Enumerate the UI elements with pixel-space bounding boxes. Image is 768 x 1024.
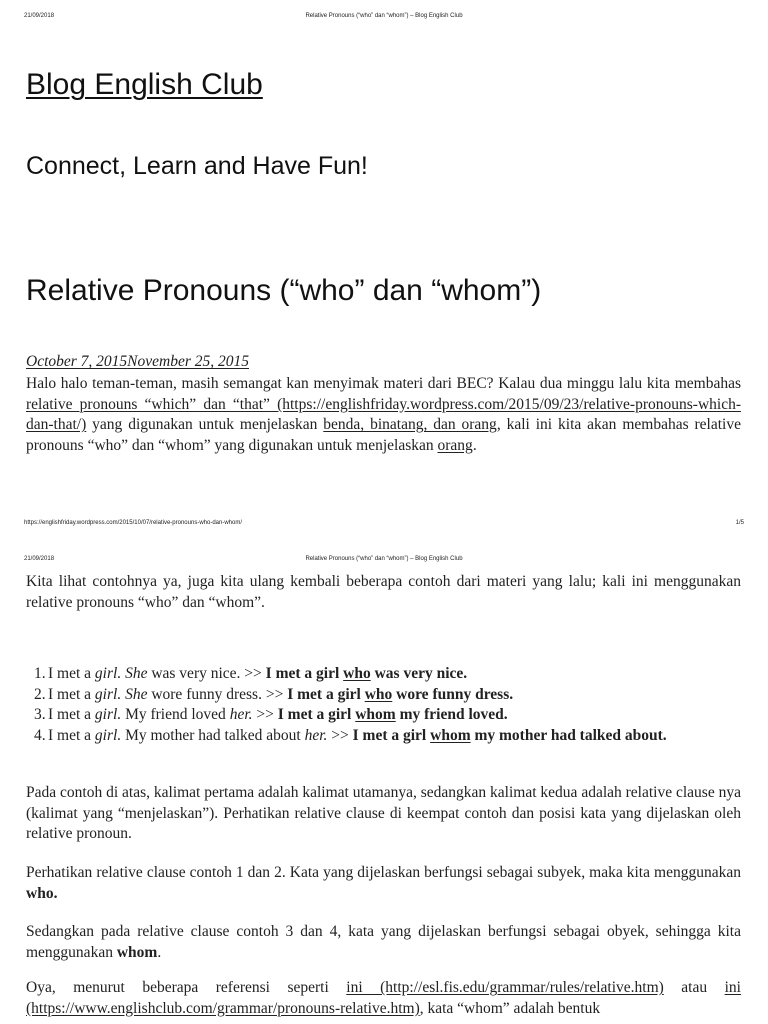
list-number: 4. <box>34 726 46 744</box>
date-published-link[interactable]: October 7, 2015 <box>26 353 128 370</box>
paragraph-object: Sedangkan pada relative clause contoh 3 dan 4, kata yang dijelaskan berfungsi sebagai obyek, sehingga kita menggunakan whom. <box>26 923 741 961</box>
intro-text: , kali ini kita akan membahas relative pronouns “who” dan “whom” yang digunakan untuk menjelaskan <box>26 416 741 454</box>
print-header-date: 21/09/2018 <box>24 13 55 19</box>
date-updated-link[interactable]: November 25, 2015 <box>127 353 249 370</box>
list-number: 2. <box>34 685 46 703</box>
examples-list <box>26 664 741 746</box>
intro-text: Halo halo teman-teman, masih semangat kan menyimak materi dari BEC? Kalau dua minggu lalu kita membahas <box>26 375 741 392</box>
intro-text: . <box>472 436 477 454</box>
blog-tagline: Connect, Learn and Have Fun! <box>26 152 368 180</box>
paragraph-subject: Perhatikan relative clause contoh 1 dan 2. Kata yang dijelaskan berfungsi sebagai subyek, maka kita menggunakan who. <box>26 864 741 902</box>
list-item: 1. I met a girl. She was very nice. >> I met a girl who was very nice. <box>26 664 741 685</box>
list-number: 1. <box>34 665 46 682</box>
print-footer-url: https://englishfriday.wordpress.com/2015/10/07/relative-pronouns-who-dan-whom/ <box>24 520 243 526</box>
list-number: 3. <box>34 706 46 723</box>
intro-text: yang digunakan untuk menjelaskan <box>86 416 324 433</box>
print-footer-page: 1/5 <box>735 520 744 526</box>
underlined-orang: orang <box>437 436 473 454</box>
link-which-that[interactable]: relative pronouns “which” dan “that” (https://englishfriday.wordpress.com/2015/09/23/relative-pronouns-which-dan-that/) <box>26 395 741 433</box>
post-dates <box>26 353 249 371</box>
paragraph-explanation: Pada contoh di atas, kalimat pertama adalah kalimat utamanya, sedangkan kalimat kedua adalah relative clause nya (kalimat yang “menjelaskan”). Perhatikan relative clause di keempat contoh dan posisi kata yang dijelaskan oleh relative pronoun. <box>26 784 741 842</box>
intro-paragraph <box>26 374 741 456</box>
print-header-date: 21/09/2018 <box>24 556 55 562</box>
list-item: 2. I met a girl. She wore funny dress. >> I met a girl who wore funny dress. <box>26 685 741 706</box>
print-header-title: Relative Pronouns (“who” dan “whom”) – Blog English Club <box>305 13 463 19</box>
print-header-title: Relative Pronouns (“who” dan “whom”) – Blog English Club <box>305 556 463 562</box>
post-title: Relative Pronouns (“who” dan “whom”) <box>26 274 542 307</box>
paragraph-references: Oya, menurut beberapa referensi seperti ini (http://esl.fis.edu/grammar/rules/relative.htm) atau ini (https://www.englishclub.com/grammar/pronouns-relative.htm), kata “whom” adalah bentuk <box>26 979 741 1017</box>
list-item: 4. I met a girl. My mother had talked about her. >> I met a girl whom my mother had talked about. <box>26 726 741 747</box>
reference-link-englishclub[interactable]: ini (https://www.englishclub.com/grammar/pronouns-relative.htm) <box>26 979 741 1017</box>
underlined-benda: benda, binatang, dan orang <box>323 416 497 433</box>
examples-intro: Kita lihat contohnya ya, juga kita ulang kembali beberapa contoh dari materi yang lalu; kali ini menggunakan relative pronouns “who” dan “whom”. <box>26 573 741 611</box>
reference-link-esl[interactable]: ini (http://esl.fis.edu/grammar/rules/relative.htm) <box>346 979 664 996</box>
blog-title-link[interactable]: Blog English Club <box>26 68 263 101</box>
list-item: 3. I met a girl. My friend loved her. >> I met a girl whom my friend loved. <box>26 705 741 726</box>
